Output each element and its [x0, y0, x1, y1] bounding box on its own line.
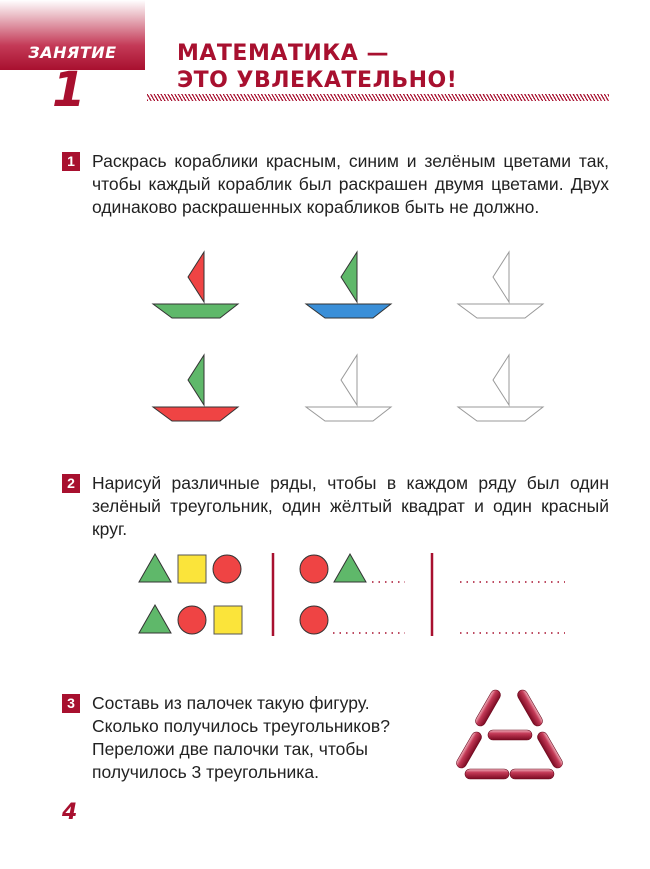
- circle-icon: [178, 606, 206, 634]
- stick-icon: [516, 688, 545, 728]
- circle-icon: [300, 555, 328, 583]
- triangle-icon: [139, 605, 171, 633]
- stick-icon: [510, 769, 554, 779]
- title-underline-hatch: [147, 94, 609, 101]
- task-3-line: Составь из палочек такую фигуру.: [92, 693, 370, 713]
- triangle-icon: [334, 554, 366, 582]
- triangle-icon: [139, 554, 171, 582]
- title-line-1: МАТЕМАТИКА —: [177, 41, 389, 66]
- task-1-text: Раскрась кораблики красным, синим и зелёным цветами так, чтобы каждый кораблик был раскрашен двумя цветами. Двух одинаково раскрашенных корабликов быть не должно.: [92, 151, 609, 217]
- task-3-line: Переложи две палочки так, чтобы: [92, 739, 368, 759]
- boat-icon: [455, 250, 547, 320]
- stick-icon: [474, 688, 503, 728]
- stick-icon: [455, 730, 484, 770]
- task-3-line: получилось 3 треугольника.: [92, 762, 319, 782]
- task-3-line: Сколько получилось треугольников?: [92, 716, 390, 736]
- circle-icon: [300, 606, 328, 634]
- lesson-banner: [0, 0, 145, 70]
- square-icon: [214, 606, 242, 634]
- page-title: [177, 40, 457, 94]
- circle-icon: [213, 555, 241, 583]
- boat-icon: [150, 353, 242, 423]
- page-number: 4: [62, 800, 78, 825]
- task-2-text: Нарисуй различные ряды, чтобы в каждом ряду был один зелёный треугольник, один жёлтый квадрат и один красный круг.: [92, 473, 609, 539]
- stick-icon: [465, 769, 509, 779]
- lesson-number: 1: [52, 62, 86, 118]
- stick-icon: [536, 730, 565, 770]
- square-icon: [178, 555, 206, 583]
- task-number-badge: 3: [62, 694, 80, 713]
- boat-icon: [455, 353, 547, 423]
- boat-icon: [150, 250, 242, 320]
- task-number-badge: 1: [62, 152, 80, 171]
- lesson-label: ЗАНЯТИЕ: [28, 43, 117, 62]
- task-3-text: [92, 692, 422, 784]
- boat-icon: [303, 250, 395, 320]
- task-number-badge: 2: [62, 474, 80, 493]
- boat-icon: [303, 353, 395, 423]
- title-line-2: ЭТО УВЛЕКАТЕЛЬНО!: [177, 68, 458, 93]
- stick-icon: [488, 730, 532, 740]
